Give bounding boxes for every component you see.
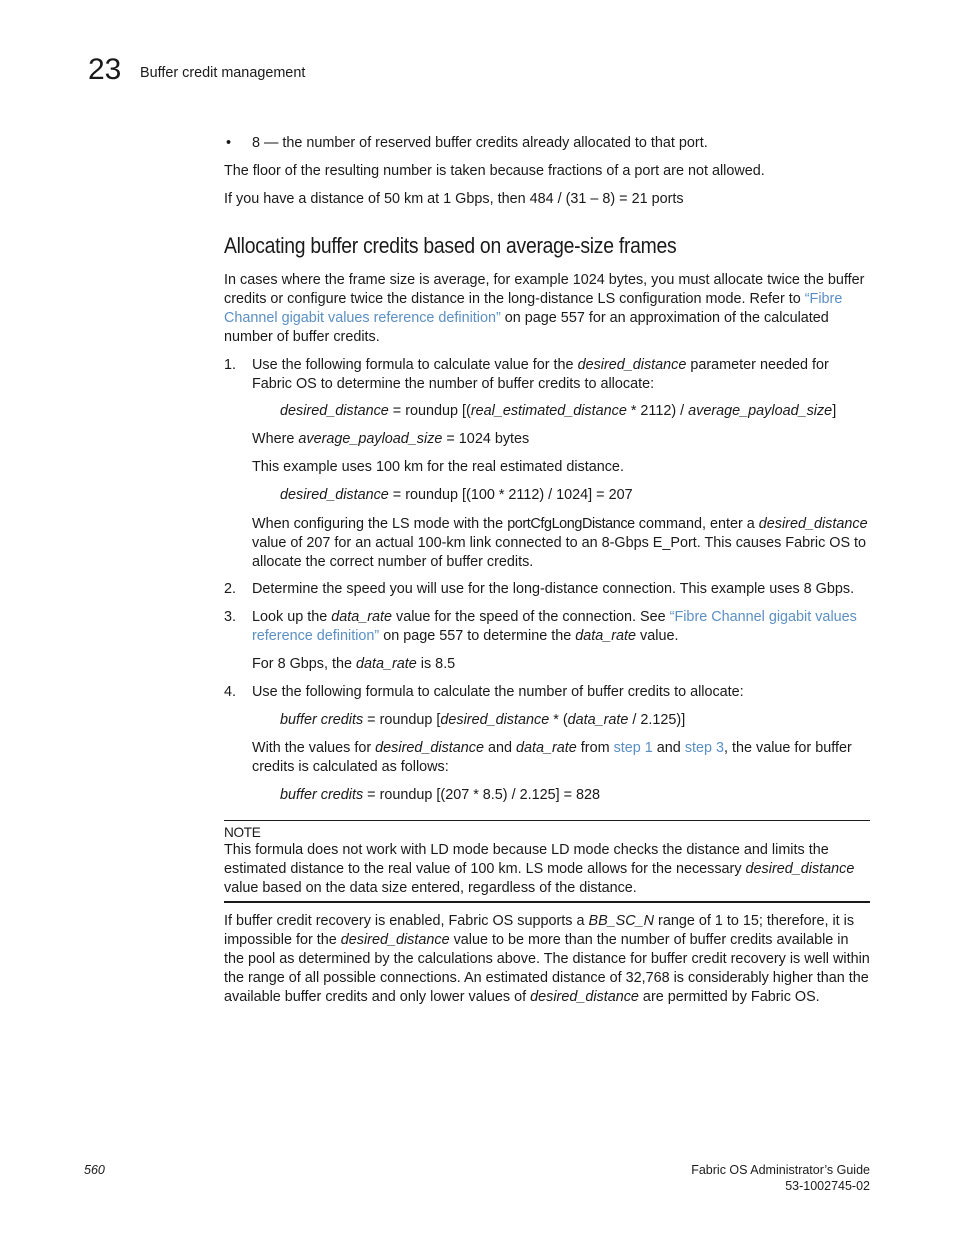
formula4-var-rate: data_rate [567,712,629,728]
step-1-formula [280,402,870,421]
step-3-text-d: value. [636,628,679,644]
calc-result: = roundup [(100 * 2112) / 1024] = 207 [388,487,633,503]
note-text-b: value based on the data size entered, regardless of the distance. [224,880,637,896]
step-3-reference-link[interactable]: “Fibre Channel gigabit values reference definition” [252,609,857,644]
command-name: portCfgLongDistance [507,516,635,532]
step-3-text [252,608,870,646]
values-text-a: With the values for [252,740,376,756]
step-1-text-a: Use the following formula to calculate value for the [252,357,578,373]
intro-text-1: In cases where the frame size is average, for example 1024 bytes, you must allocate twice the buffer credits or configure twice the distance in the long-distance LS configuration mode. Refer to [224,272,865,307]
step-3-sub-var: data_rate [355,656,417,672]
formula4-var-distance: desired_distance [440,712,550,728]
recovery-text-c: value to be more than the number of buffer credits available in the pool as determined by the calculations above. The distance for buffer credit recovery is well within the range of all possible connections. An estimated distance of 32,768 is considerably higher than the available buffer credits and only lower values of [224,932,870,1005]
step-1-calc [280,486,870,505]
recovery-text-d: are permitted by Fabric OS. [638,989,820,1005]
step-3-sub-a: For 8 Gbps, the [252,656,356,672]
formula4-op-1: = roundup [ [363,712,441,728]
step-2-text: Determine the speed you will use for the long-distance connection. This example uses 8 Gbps. [252,581,855,597]
step-1-text [252,356,870,394]
config-text-a: When configuring the LS mode with the [252,516,508,532]
calc-var: desired_distance [280,487,389,503]
step-3-link[interactable]: step 3 [684,740,725,756]
intro-paragraph [224,271,870,347]
step-1-text-b: parameter needed for Fabric OS to determine the number of buffer credits to allocate: [252,357,829,392]
formula4-op-3: / 2.125)] [628,712,686,728]
where-text-a: Where [252,431,299,447]
section-title: Allocating buffer credits based on average-size frames [224,233,677,258]
chapter-number: 23 [88,53,122,86]
recovery-var-3: desired_distance [530,989,639,1005]
step-1-example: This example uses 100 km for the real estimated distance. [252,459,624,475]
page-number [84,1162,105,1178]
step-1-number: 1. [224,357,237,373]
step-1-param: desired_distance [577,357,687,373]
step-4-values [252,739,870,777]
step-3-sub-b: is 8.5 [416,656,456,672]
step-4-text: Use the following formula to calculate the number of buffer credits to allocate: [252,684,744,700]
guide-title: Fabric OS Administrator’s Guide [691,1163,870,1177]
step-4-number: 4. [224,684,237,700]
bullet-dot: • [226,135,232,151]
step-1-config [252,515,870,572]
page-number-text: 560 [84,1163,105,1177]
para-floor: The floor of the resulting number is taken because fractions of a port are not allowed. [224,163,765,179]
values-text-e: , the value for buffer credits is calculated as follows: [252,740,852,775]
step-4-calc [280,786,870,805]
note-top-rule [224,820,870,821]
intro-text-2: on page 557 for an approximation of the calculated number of buffer credits. [224,310,829,345]
values-var-2: data_rate [516,740,577,756]
formula-var-desired: desired_distance [280,403,389,419]
formula4-op-2: * ( [549,712,568,728]
step-2-number: 2. [224,581,237,597]
step-3-text-b: value for the speed of the connection. See [392,609,670,625]
bullet-text: 8 — the number of reserved buffer credits already allocated to that port. [252,135,708,151]
recovery-paragraph [224,912,870,1007]
note-var: desired_distance [745,861,855,877]
formula4-var-credits: buffer credits [280,712,364,728]
values-var-1: desired_distance [375,740,484,756]
config-text-c: value of 207 for an actual 100-km link connected to an 8-Gbps E_Port. This causes Fabric OS to allocate the correct number of buffer credits. [252,535,867,570]
para-distance: If you have a distance of 50 km at 1 Gbps, then 484 / (31 – 8) = 21 ports [224,191,684,207]
note-text [224,841,870,898]
step-1-link[interactable]: step 1 [613,740,653,756]
config-text-b: command, enter a [634,516,759,532]
recovery-var-2: desired_distance [340,932,450,948]
recovery-text-b: range of 1 to 15; therefore, it is impossible for the [224,913,855,948]
note-label: NOTE [224,825,261,840]
formula-op-3: ] [832,403,837,419]
formula-op-2: * 2112) / [626,403,689,419]
step-4-formula [280,711,870,730]
calc4-var: buffer credits [280,787,364,803]
step-3-number: 3. [224,609,237,625]
chapter-title: Buffer credit management [140,65,306,81]
where-var: average_payload_size [298,431,443,447]
config-var: desired_distance [758,516,868,532]
step-3-var-1: data_rate [331,609,393,625]
step-3-sub [252,655,870,674]
footer-guide [691,1162,870,1194]
doc-id: 53-1002745-02 [785,1179,870,1193]
step-3-text-c: on page 557 to determine the [379,628,576,644]
formula-var-real: real_estimated_distance [470,403,627,419]
formula-var-payload: average_payload_size [688,403,833,419]
step-3-text-a: Look up the [252,609,332,625]
values-text-c: from [576,740,614,756]
reference-link[interactable]: “Fibre Channel gigabit values reference definition” [224,291,843,326]
note-bottom-rule [224,901,870,903]
values-text-b: and [483,740,516,756]
recovery-text-a: If buffer credit recovery is enabled, Fabric OS supports a [224,913,589,929]
calc4-result: = roundup [(207 * 8.5) / 2.125] = 828 [363,787,601,803]
note-text-a: This formula does not work with LD mode because LD mode checks the distance and limits the estimated distance to the real value of 100 km. LS mode allows for the necessary [224,842,829,877]
values-text-d: and [652,740,685,756]
formula-op-1: = roundup [( [388,403,471,419]
step-3-var-2: data_rate [575,628,637,644]
recovery-var-1: BB_SC_N [588,913,655,929]
step-1-where [252,430,870,449]
where-text-b: = 1024 bytes [442,431,530,447]
